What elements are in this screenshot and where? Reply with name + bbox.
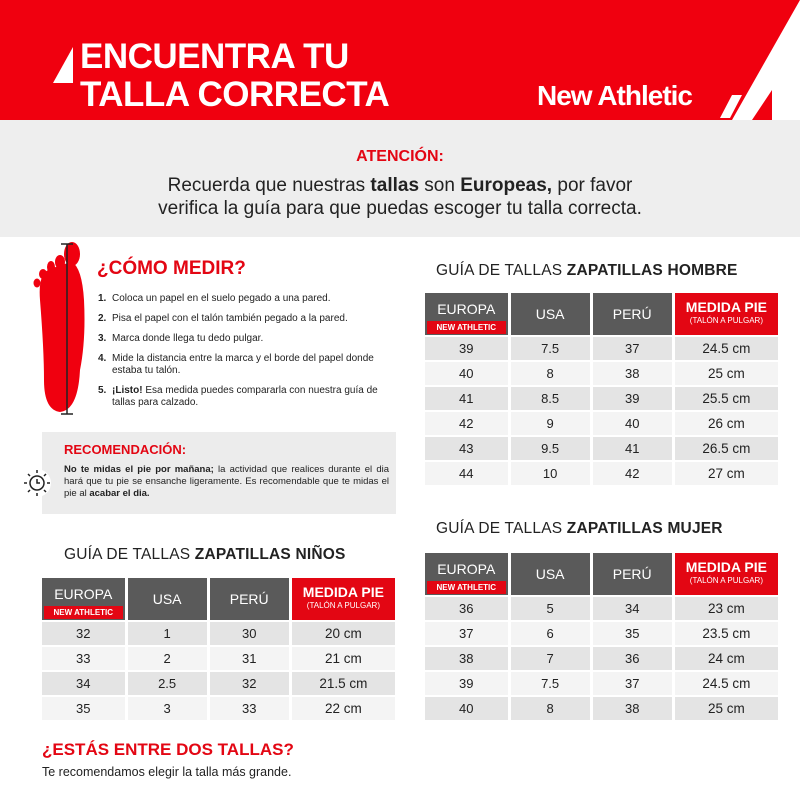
col-peru: PERÚ bbox=[593, 553, 672, 595]
step-item bbox=[98, 313, 398, 325]
table-cell: 40 bbox=[425, 697, 508, 720]
table-cell: 9.5 bbox=[511, 437, 590, 460]
men-size-table bbox=[422, 291, 781, 487]
recommendation-title: RECOMENDACIÓN: bbox=[64, 442, 187, 457]
col-sublabel: (TALÓN A PULGAR) bbox=[306, 601, 380, 610]
col-peru: PERÚ bbox=[210, 578, 289, 620]
table-row bbox=[425, 362, 778, 385]
table-cell: 41 bbox=[425, 387, 508, 410]
table-cell: 21.5 cm bbox=[292, 672, 395, 695]
table-cell: 7 bbox=[511, 647, 590, 670]
col-usa: USA bbox=[511, 293, 590, 335]
table-cell: 20 cm bbox=[292, 622, 395, 645]
table-cell: 33 bbox=[210, 697, 289, 720]
table-cell: 35 bbox=[593, 622, 672, 645]
msg-part: Recuerda que nuestras bbox=[167, 175, 371, 196]
recommendation-text bbox=[64, 464, 389, 500]
col-usa: USA bbox=[128, 578, 207, 620]
recommendation-box bbox=[42, 432, 396, 514]
title-part: ZAPATILLAS HOMBRE bbox=[566, 262, 738, 279]
table-cell: 34 bbox=[593, 597, 672, 620]
table-cell: 41 bbox=[593, 437, 672, 460]
header-banner bbox=[0, 0, 800, 120]
step-number: 5. bbox=[98, 385, 107, 396]
col-usa: USA bbox=[511, 553, 590, 595]
table-cell: 38 bbox=[425, 647, 508, 670]
table-cell: 39 bbox=[425, 337, 508, 360]
table-cell: 24 cm bbox=[675, 647, 778, 670]
step-item bbox=[98, 293, 398, 305]
step-body: Pisa el papel con el talón también pegado a la pared. bbox=[112, 313, 348, 324]
men-guide-title bbox=[436, 262, 738, 280]
table-cell: 31 bbox=[210, 647, 289, 670]
women-guide-title bbox=[436, 520, 723, 538]
table-row bbox=[425, 597, 778, 620]
title-line-1: ENCUENTRA TU bbox=[80, 37, 349, 76]
col-europa bbox=[42, 578, 125, 620]
table-cell: 26.5 cm bbox=[675, 437, 778, 460]
step-item bbox=[98, 385, 398, 409]
col-medida bbox=[675, 553, 778, 595]
table-cell: 22 cm bbox=[292, 697, 395, 720]
table-row bbox=[425, 647, 778, 670]
table-row bbox=[425, 672, 778, 695]
step-item bbox=[98, 353, 398, 377]
brand-tag: NEW ATHLETIC bbox=[427, 321, 506, 334]
table-cell: 44 bbox=[425, 462, 508, 485]
table-cell: 23 cm bbox=[675, 597, 778, 620]
table-cell: 8.5 bbox=[511, 387, 590, 410]
table-row bbox=[425, 337, 778, 360]
table-cell: 42 bbox=[425, 412, 508, 435]
step-number: 2. bbox=[98, 313, 107, 324]
col-medida bbox=[292, 578, 395, 620]
page-title bbox=[80, 38, 389, 114]
between-sizes-text: Te recomendamos elegir la talla más grande. bbox=[42, 765, 292, 779]
col-label: EUROPA bbox=[437, 300, 496, 317]
kids-guide-title bbox=[64, 546, 346, 564]
table-cell: 39 bbox=[425, 672, 508, 695]
table-cell: 9 bbox=[511, 412, 590, 435]
women-size-table bbox=[422, 551, 781, 722]
kids-size-table bbox=[39, 576, 398, 722]
table-cell: 38 bbox=[593, 697, 672, 720]
msg-part: por favor bbox=[552, 175, 633, 196]
table-cell: 1 bbox=[128, 622, 207, 645]
table-cell: 23.5 cm bbox=[675, 622, 778, 645]
table-cell: 27 cm bbox=[675, 462, 778, 485]
table-cell: 24.5 cm bbox=[675, 672, 778, 695]
step-text bbox=[112, 293, 331, 305]
measure-steps bbox=[98, 293, 398, 417]
attention-band bbox=[0, 120, 800, 237]
col-peru: PERÚ bbox=[593, 293, 672, 335]
step-number: 4. bbox=[98, 353, 107, 364]
col-label: MEDIDA PIE bbox=[685, 559, 767, 575]
table-cell: 8 bbox=[511, 697, 590, 720]
title-part: ZAPATILLAS MUJER bbox=[566, 520, 723, 537]
brand-tag: NEW ATHLETIC bbox=[44, 606, 123, 619]
table-row bbox=[425, 412, 778, 435]
step-body: Mide la distancia entre la marca y el borde del papel donde estaba tu talón. bbox=[112, 353, 374, 376]
msg-bold: tallas bbox=[370, 175, 420, 196]
table-cell: 40 bbox=[425, 362, 508, 385]
col-label: EUROPA bbox=[54, 585, 113, 602]
brand-logo-icon bbox=[712, 0, 800, 120]
rec-text: la actividad que realices durante el dia hará que tu pie se ensanche ligeramente. Es recomendable que te midas el pie al bbox=[64, 464, 389, 499]
step-text bbox=[112, 313, 348, 325]
title-line-2: TALLA CORRECTA bbox=[80, 75, 390, 114]
table-row bbox=[425, 462, 778, 485]
step-item bbox=[98, 333, 398, 345]
table-cell: 2.5 bbox=[128, 672, 207, 695]
table-cell: 32 bbox=[42, 622, 125, 645]
table-cell: 43 bbox=[425, 437, 508, 460]
table-cell: 21 cm bbox=[292, 647, 395, 670]
step-text bbox=[112, 385, 398, 409]
title-part: GUÍA DE TALLAS bbox=[436, 262, 567, 279]
table-cell: 30 bbox=[210, 622, 289, 645]
attention-label: ATENCIÓN: bbox=[356, 148, 444, 165]
table-row bbox=[425, 387, 778, 410]
table-header-row bbox=[425, 293, 778, 335]
step-bold: ¡Listo! bbox=[112, 385, 143, 396]
col-sublabel: (TALÓN A PULGAR) bbox=[689, 316, 763, 325]
table-cell: 33 bbox=[42, 647, 125, 670]
step-number: 3. bbox=[98, 333, 107, 344]
msg-part: son bbox=[419, 175, 461, 196]
col-label: MEDIDA PIE bbox=[302, 584, 384, 600]
msg-part: verifica la guía para que puedas escoger tu talla correcta. bbox=[158, 198, 642, 219]
table-header-row bbox=[425, 553, 778, 595]
table-cell: 38 bbox=[593, 362, 672, 385]
col-label: MEDIDA PIE bbox=[685, 299, 767, 315]
table-cell: 24.5 cm bbox=[675, 337, 778, 360]
step-text bbox=[112, 333, 263, 345]
table-row bbox=[42, 697, 395, 720]
triangle-decoration bbox=[53, 47, 73, 83]
table-cell: 34 bbox=[42, 672, 125, 695]
table-cell: 37 bbox=[593, 672, 672, 695]
table-cell: 25 cm bbox=[675, 697, 778, 720]
table-cell: 6 bbox=[511, 622, 590, 645]
col-sublabel: (TALÓN A PULGAR) bbox=[689, 576, 763, 585]
table-cell: 35 bbox=[42, 697, 125, 720]
table-cell: 8 bbox=[511, 362, 590, 385]
how-to-measure-title: ¿CÓMO MEDIR? bbox=[97, 258, 246, 279]
table-cell: 2 bbox=[128, 647, 207, 670]
foot-icon bbox=[30, 240, 90, 420]
msg-bold: Europeas, bbox=[460, 175, 553, 196]
sun-clock-icon bbox=[22, 468, 52, 498]
col-europa bbox=[425, 293, 508, 335]
table-cell: 39 bbox=[593, 387, 672, 410]
title-part: GUÍA DE TALLAS bbox=[64, 546, 195, 563]
table-cell: 42 bbox=[593, 462, 672, 485]
table-cell: 26 cm bbox=[675, 412, 778, 435]
title-part: GUÍA DE TALLAS bbox=[436, 520, 567, 537]
col-label: EUROPA bbox=[437, 560, 496, 577]
between-sizes-title: ¿ESTÁS ENTRE DOS TALLAS? bbox=[42, 740, 294, 759]
step-body: Esa medida puedes compararla con nuestra guía de tallas para calzado. bbox=[112, 385, 378, 408]
attention-message bbox=[0, 174, 800, 220]
title-part: ZAPATILLAS NIÑOS bbox=[194, 546, 346, 563]
table-cell: 36 bbox=[593, 647, 672, 670]
table-cell: 36 bbox=[425, 597, 508, 620]
brand-tag: NEW ATHLETIC bbox=[427, 581, 506, 594]
rec-bold: No te midas el pie por mañana; bbox=[64, 464, 214, 475]
table-row bbox=[425, 697, 778, 720]
table-cell: 5 bbox=[511, 597, 590, 620]
brand-name: New Athletic bbox=[537, 80, 692, 111]
table-cell: 25.5 cm bbox=[675, 387, 778, 410]
table-cell: 37 bbox=[425, 622, 508, 645]
table-row bbox=[42, 647, 395, 670]
table-cell: 3 bbox=[128, 697, 207, 720]
col-medida bbox=[675, 293, 778, 335]
table-row bbox=[425, 622, 778, 645]
step-body: Marca donde llega tu dedo pulgar. bbox=[112, 333, 264, 344]
step-body: Coloca un papel en el suelo pegado a una pared. bbox=[112, 293, 331, 304]
table-header-row bbox=[42, 578, 395, 620]
step-number: 1. bbox=[98, 293, 107, 304]
table-cell: 25 cm bbox=[675, 362, 778, 385]
table-cell: 37 bbox=[593, 337, 672, 360]
table-row bbox=[42, 672, 395, 695]
table-cell: 10 bbox=[511, 462, 590, 485]
step-text bbox=[112, 353, 398, 377]
table-cell: 7.5 bbox=[511, 672, 590, 695]
table-cell: 40 bbox=[593, 412, 672, 435]
table-row bbox=[425, 437, 778, 460]
rec-bold: acabar el dia. bbox=[89, 488, 150, 499]
table-cell: 7.5 bbox=[511, 337, 590, 360]
col-europa bbox=[425, 553, 508, 595]
table-cell: 32 bbox=[210, 672, 289, 695]
table-row bbox=[42, 622, 395, 645]
